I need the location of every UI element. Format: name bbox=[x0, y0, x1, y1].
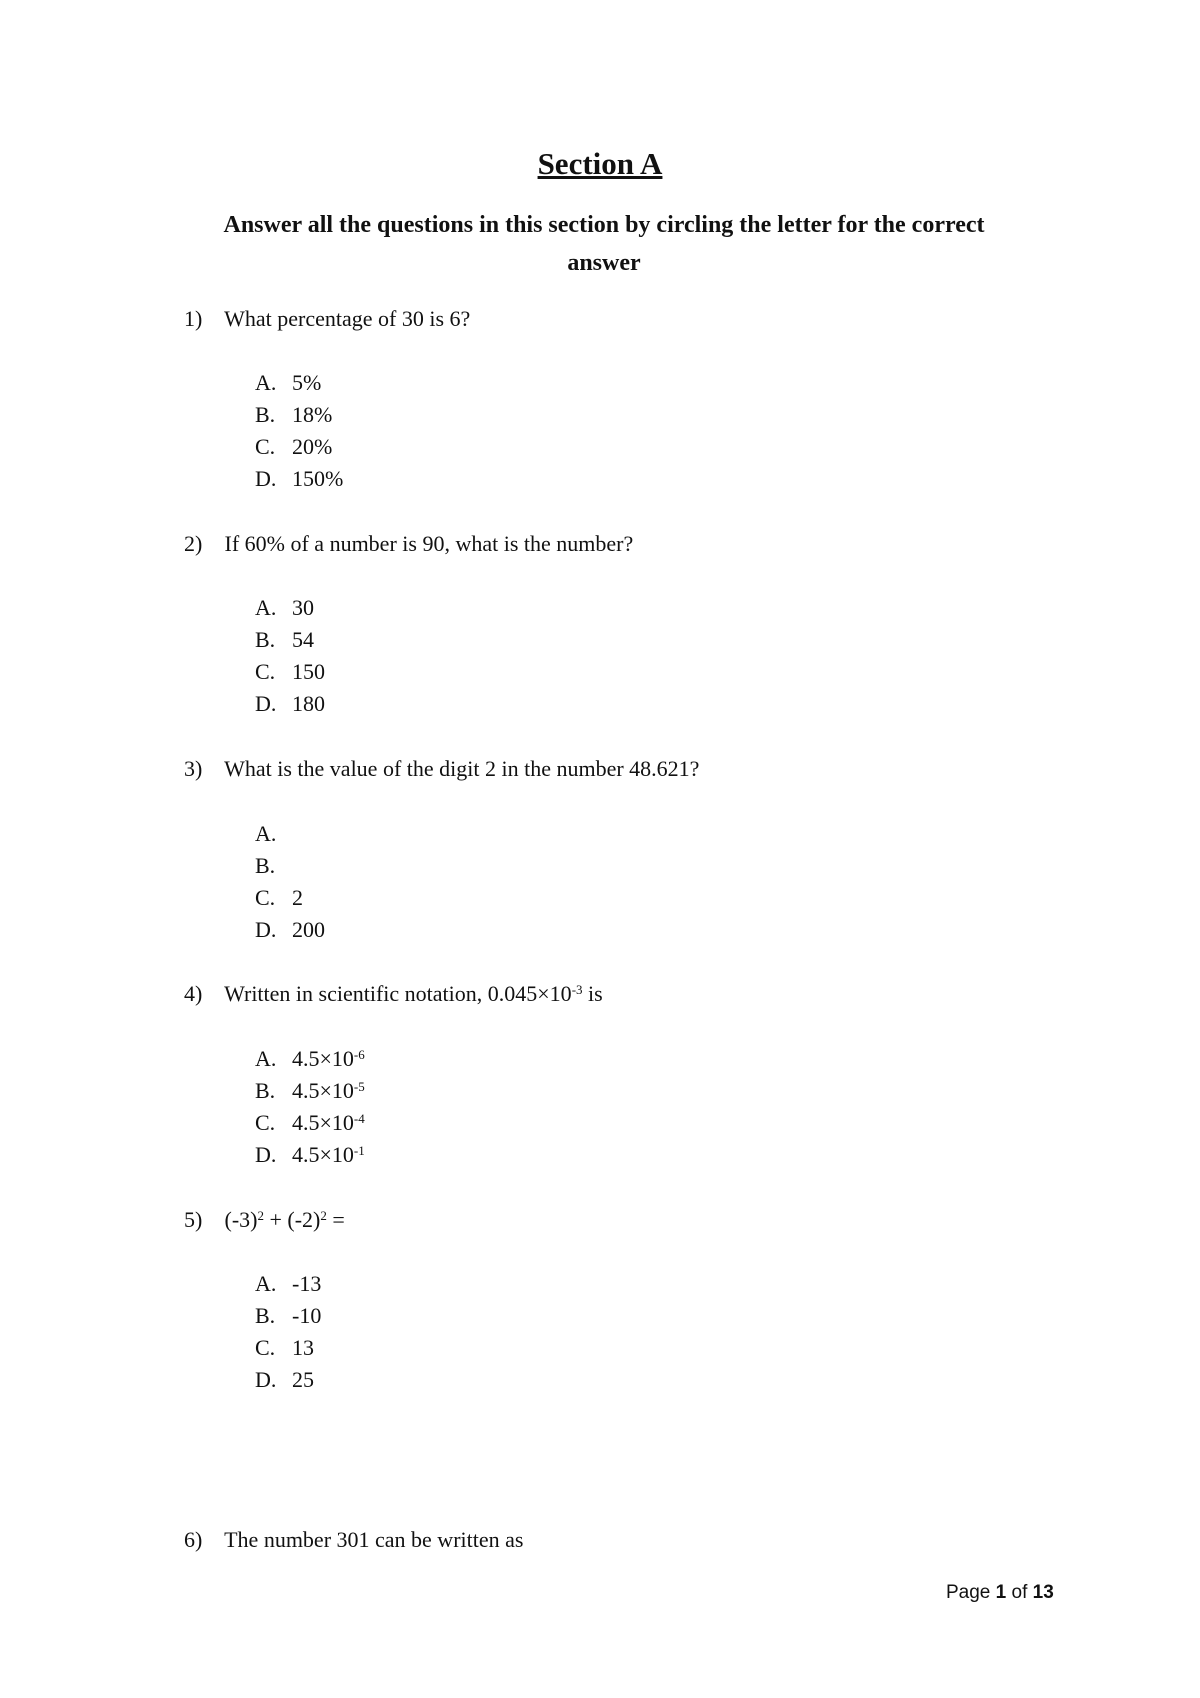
option-3d[interactable] bbox=[255, 917, 325, 943]
option-base: 4.5×10 bbox=[292, 1110, 354, 1135]
question-2 bbox=[184, 531, 633, 557]
question-exponent: -3 bbox=[571, 981, 583, 997]
question-text-tail: is bbox=[582, 981, 603, 1006]
option-4c[interactable] bbox=[255, 1110, 365, 1136]
option-letter: B. bbox=[255, 853, 276, 878]
question-number: 6) bbox=[184, 1527, 203, 1552]
option-letter: D. bbox=[255, 917, 277, 942]
option-letter: D. bbox=[255, 691, 277, 716]
option-text: 5% bbox=[292, 370, 322, 395]
option-3b[interactable] bbox=[255, 853, 292, 879]
question-text: If 60% of a number is 90, what is the number? bbox=[224, 531, 634, 556]
option-1d[interactable] bbox=[255, 466, 343, 492]
question-5 bbox=[184, 1207, 345, 1233]
option-base: 4.5×10 bbox=[292, 1078, 354, 1103]
option-letter: B. bbox=[255, 1303, 276, 1328]
option-base: 4.5×10 bbox=[292, 1046, 354, 1071]
option-letter: D. bbox=[255, 466, 277, 491]
option-4d[interactable] bbox=[255, 1142, 365, 1168]
expr-part-1: (-3) bbox=[224, 1207, 258, 1232]
section-title: Section A bbox=[537, 146, 663, 181]
option-exponent: -6 bbox=[353, 1046, 365, 1062]
option-text: -10 bbox=[292, 1303, 322, 1328]
option-4b[interactable] bbox=[255, 1078, 365, 1104]
page-footer bbox=[946, 1582, 1054, 1604]
option-text: -13 bbox=[292, 1271, 322, 1296]
instruction-line-1: Answer all the questions in this section by circling the letter for the correct bbox=[223, 212, 985, 238]
option-1b[interactable] bbox=[255, 402, 332, 428]
page-word: Page bbox=[946, 1582, 991, 1603]
option-letter: C. bbox=[255, 434, 276, 459]
option-letter: C. bbox=[255, 885, 276, 910]
option-letter: C. bbox=[255, 1335, 276, 1360]
option-letter: D. bbox=[255, 1367, 277, 1392]
question-3 bbox=[184, 756, 699, 782]
option-text: 150% bbox=[292, 466, 344, 491]
option-text: 2 bbox=[292, 885, 303, 910]
option-text: 13 bbox=[292, 1335, 314, 1360]
of-word: of bbox=[1011, 1582, 1028, 1603]
question-1 bbox=[184, 306, 470, 332]
option-3a[interactable] bbox=[255, 821, 292, 847]
option-letter: A. bbox=[255, 595, 277, 620]
option-letter: A. bbox=[255, 370, 277, 395]
page-current: 1 bbox=[995, 1582, 1007, 1603]
expr-exponent-2: 2 bbox=[320, 1207, 327, 1223]
option-2b[interactable] bbox=[255, 627, 314, 653]
question-4 bbox=[184, 981, 603, 1007]
option-base: 4.5×10 bbox=[292, 1142, 354, 1167]
question-number: 4) bbox=[184, 981, 203, 1006]
expr-exponent-1: 2 bbox=[257, 1207, 264, 1223]
option-letter: B. bbox=[255, 402, 276, 427]
question-text: What is the value of the digit 2 in the number 48.621? bbox=[224, 756, 700, 781]
option-letter: C. bbox=[255, 1110, 276, 1135]
option-text: 54 bbox=[292, 627, 314, 652]
option-text: 30 bbox=[292, 595, 314, 620]
option-1a[interactable] bbox=[255, 370, 321, 396]
option-letter: A. bbox=[255, 1046, 277, 1071]
option-exponent: -4 bbox=[353, 1110, 365, 1126]
option-2d[interactable] bbox=[255, 691, 325, 717]
option-text: 18% bbox=[292, 402, 333, 427]
expr-part-2: + (-2) bbox=[263, 1207, 321, 1232]
option-5b[interactable] bbox=[255, 1303, 321, 1329]
option-text: 20% bbox=[292, 434, 333, 459]
question-number: 2) bbox=[184, 531, 203, 556]
option-text: 150 bbox=[292, 659, 325, 684]
option-letter: C. bbox=[255, 659, 276, 684]
question-text: What percentage of 30 is 6? bbox=[224, 306, 471, 331]
option-3c[interactable] bbox=[255, 885, 303, 911]
question-number: 5) bbox=[184, 1207, 203, 1232]
question-number: 3) bbox=[184, 756, 203, 781]
expr-part-3: = bbox=[326, 1207, 345, 1232]
option-letter: B. bbox=[255, 627, 276, 652]
option-letter: B. bbox=[255, 1078, 276, 1103]
option-text: 200 bbox=[292, 917, 325, 942]
question-text-base: Written in scientific notation, 0.045×10 bbox=[224, 981, 572, 1006]
option-1c[interactable] bbox=[255, 434, 332, 460]
question-number: 1) bbox=[184, 306, 203, 331]
option-text: 180 bbox=[292, 691, 325, 716]
option-4a[interactable] bbox=[255, 1046, 365, 1072]
option-letter: A. bbox=[255, 1271, 277, 1296]
option-5c[interactable] bbox=[255, 1335, 314, 1361]
option-letter: A. bbox=[255, 821, 277, 846]
option-5d[interactable] bbox=[255, 1367, 314, 1393]
question-text: The number 301 can be written as bbox=[224, 1527, 524, 1552]
option-exponent: -5 bbox=[353, 1078, 365, 1094]
option-text: 25 bbox=[292, 1367, 314, 1392]
question-6 bbox=[184, 1527, 523, 1553]
option-5a[interactable] bbox=[255, 1271, 321, 1297]
instruction-line-2: answer bbox=[567, 250, 641, 276]
option-2c[interactable] bbox=[255, 659, 325, 685]
page-total: 13 bbox=[1032, 1582, 1054, 1603]
option-exponent: -1 bbox=[353, 1142, 365, 1158]
option-2a[interactable] bbox=[255, 595, 314, 621]
option-letter: D. bbox=[255, 1142, 277, 1167]
